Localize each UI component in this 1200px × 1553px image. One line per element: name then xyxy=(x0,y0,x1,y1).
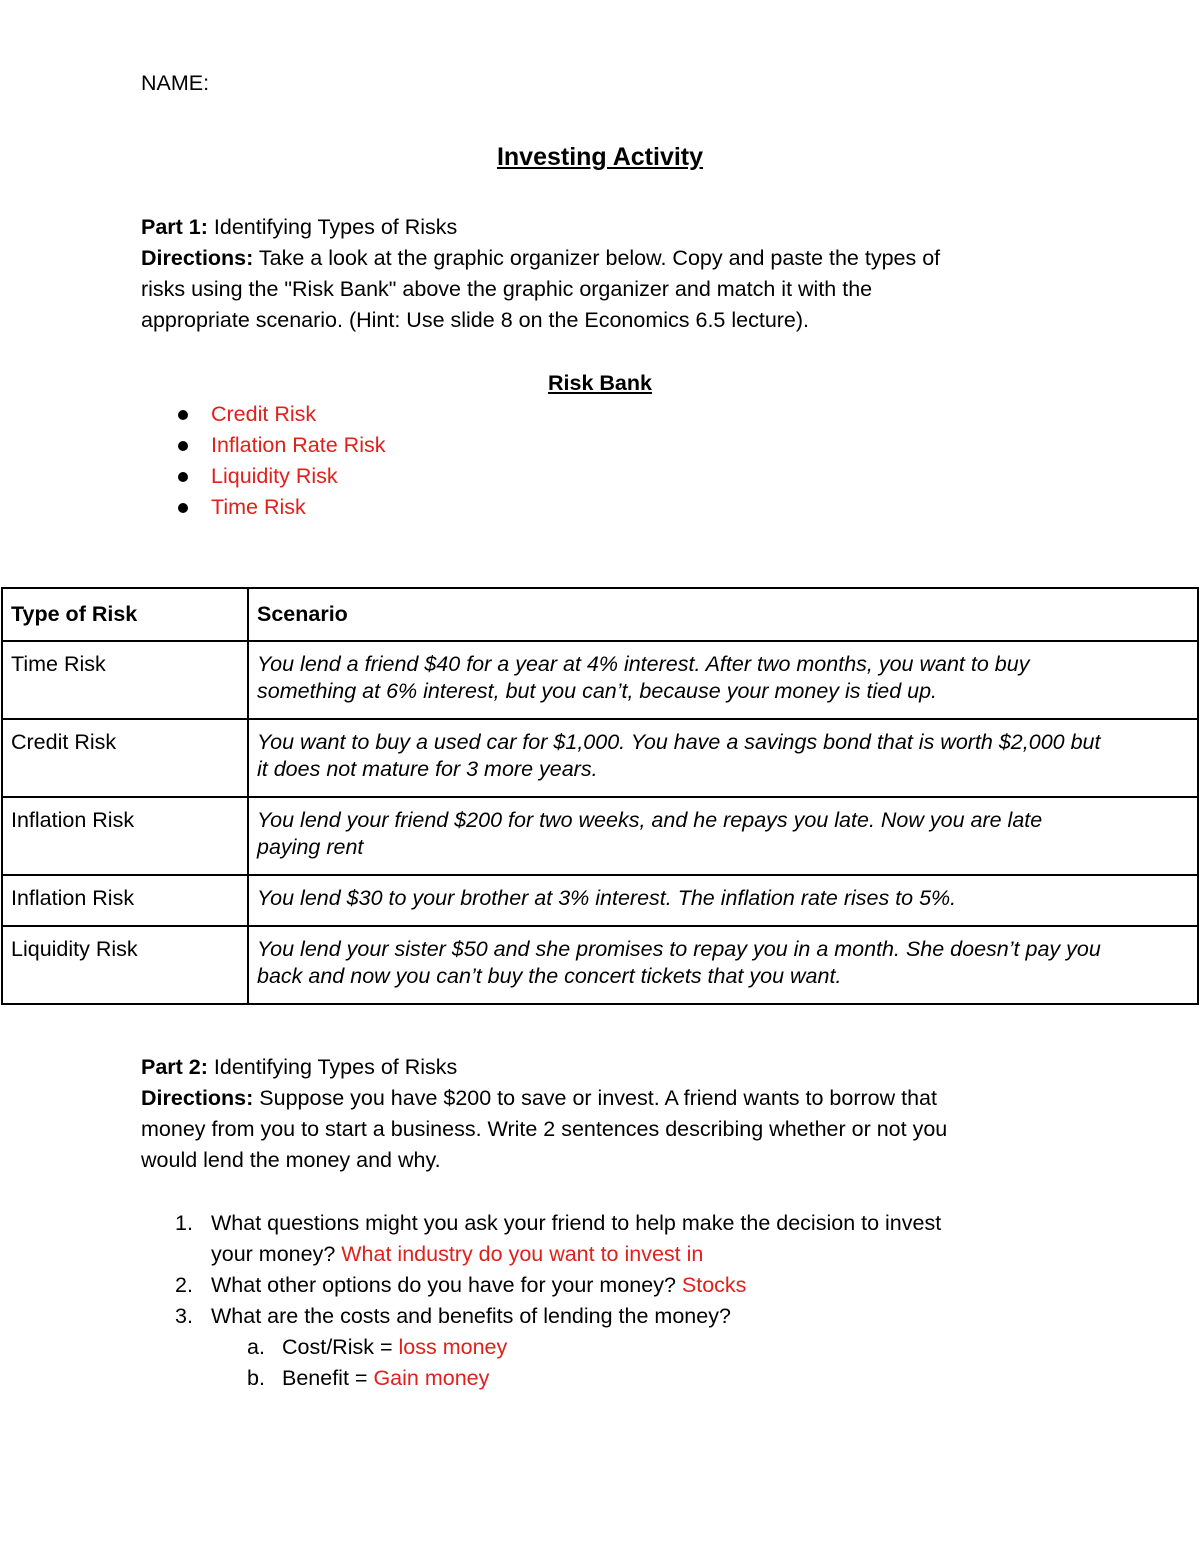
directions-label: Directions: xyxy=(141,246,254,270)
question-list xyxy=(141,1208,1041,1394)
sub-question-item: b. Benefit = Gain money xyxy=(247,1366,490,1390)
part2-directions: Directions: Suppose you have $200 to save or invest. A friend wants to borrow that xyxy=(141,1086,937,1110)
answer-text: What industry do you want to invest in xyxy=(341,1242,704,1266)
answer-text: loss money xyxy=(398,1335,508,1359)
question-item: 1. What questions might you ask your friend to help make the decision to invest your money? What industry do you want to invest in xyxy=(175,1211,942,1266)
question-item: 2. What other options do you have for your money? Stocks xyxy=(175,1273,747,1297)
bullet-icon xyxy=(178,503,188,513)
table-row xyxy=(2,797,1198,875)
part2-section xyxy=(141,1052,1041,1176)
risk-type-cell: Time Risk xyxy=(2,641,248,719)
part1-section xyxy=(141,212,1041,336)
table-row xyxy=(2,875,1198,926)
scenario-cell: You lend $30 to your brother at 3% interest. The inflation rate rises to 5%. xyxy=(248,875,1198,926)
answer-text: Gain money xyxy=(373,1366,490,1390)
part2-label: Part 2: xyxy=(141,1055,208,1079)
part2-heading: Part 2: Identifying Types of Risks xyxy=(141,1055,458,1079)
scenario-cell: You lend your friend $200 for two weeks, and he repays you late. Now you are late paying rent xyxy=(248,797,1198,875)
sub-question-item: a. Cost/Risk = loss money xyxy=(247,1335,508,1359)
table-row xyxy=(2,719,1198,797)
bullet-icon xyxy=(178,441,188,451)
part1-label: Part 1: xyxy=(141,215,208,239)
risk-table xyxy=(1,587,1199,1005)
risk-type-cell: Inflation Risk xyxy=(2,875,248,926)
column-header-type: Type of Risk xyxy=(2,588,248,641)
bullet-icon xyxy=(178,472,188,482)
scenario-cell: You want to buy a used car for $1,000. You have a savings bond that is worth $2,000 but it does not mature for 3 more years. xyxy=(248,719,1198,797)
table-row xyxy=(2,926,1198,1004)
risk-bank-list xyxy=(0,399,385,523)
risk-bank-item: Inflation Rate Risk xyxy=(0,430,385,461)
risk-bank-item: Time Risk xyxy=(0,492,385,523)
part2-directions-line: money from you to start a business. Write 2 sentences describing whether or not you xyxy=(141,1117,948,1141)
scenario-cell: You lend your sister $50 and she promises to repay you in a month. She doesn’t pay you back and now you can’t buy the concert tickets that you want. xyxy=(248,926,1198,1004)
risk-type-cell: Inflation Risk xyxy=(2,797,248,875)
risk-bank-title: Risk Bank xyxy=(548,371,652,395)
risk-bank-item: Credit Risk xyxy=(0,399,385,430)
part1-directions-line: appropriate scenario. (Hint: Use slide 8 on the Economics 6.5 lecture). xyxy=(141,308,810,332)
risk-type-cell: Credit Risk xyxy=(2,719,248,797)
question-item: 3. What are the costs and benefits of lending the money? a. Cost/Risk = loss money b. Benefit = Gain money xyxy=(141,1301,1041,1394)
name-label: NAME: xyxy=(141,71,210,95)
column-header-scenario: Scenario xyxy=(248,588,1198,641)
risk-type-cell: Liquidity Risk xyxy=(2,926,248,1004)
scenario-cell: You lend a friend $40 for a year at 4% interest. After two months, you want to buy something at 6% interest, but you can’t, because your money is tied up. xyxy=(248,641,1198,719)
sub-question-list xyxy=(211,1332,1041,1394)
part2-directions-line: would lend the money and why. xyxy=(141,1148,441,1172)
risk-bank-item: Liquidity Risk xyxy=(0,461,385,492)
bullet-icon xyxy=(178,410,188,420)
directions-label: Directions: xyxy=(141,1086,254,1110)
page-title: Investing Activity xyxy=(496,143,704,171)
part1-heading: Part 1: Identifying Types of Risks xyxy=(141,215,458,239)
table-row xyxy=(2,641,1198,719)
part1-directions: Directions: Take a look at the graphic organizer below. Copy and paste the types of xyxy=(141,246,941,270)
answer-text: Stocks xyxy=(681,1273,747,1297)
part1-directions-line: risks using the "Risk Bank" above the graphic organizer and match it with the xyxy=(141,277,873,301)
table-header-row xyxy=(2,588,1198,641)
